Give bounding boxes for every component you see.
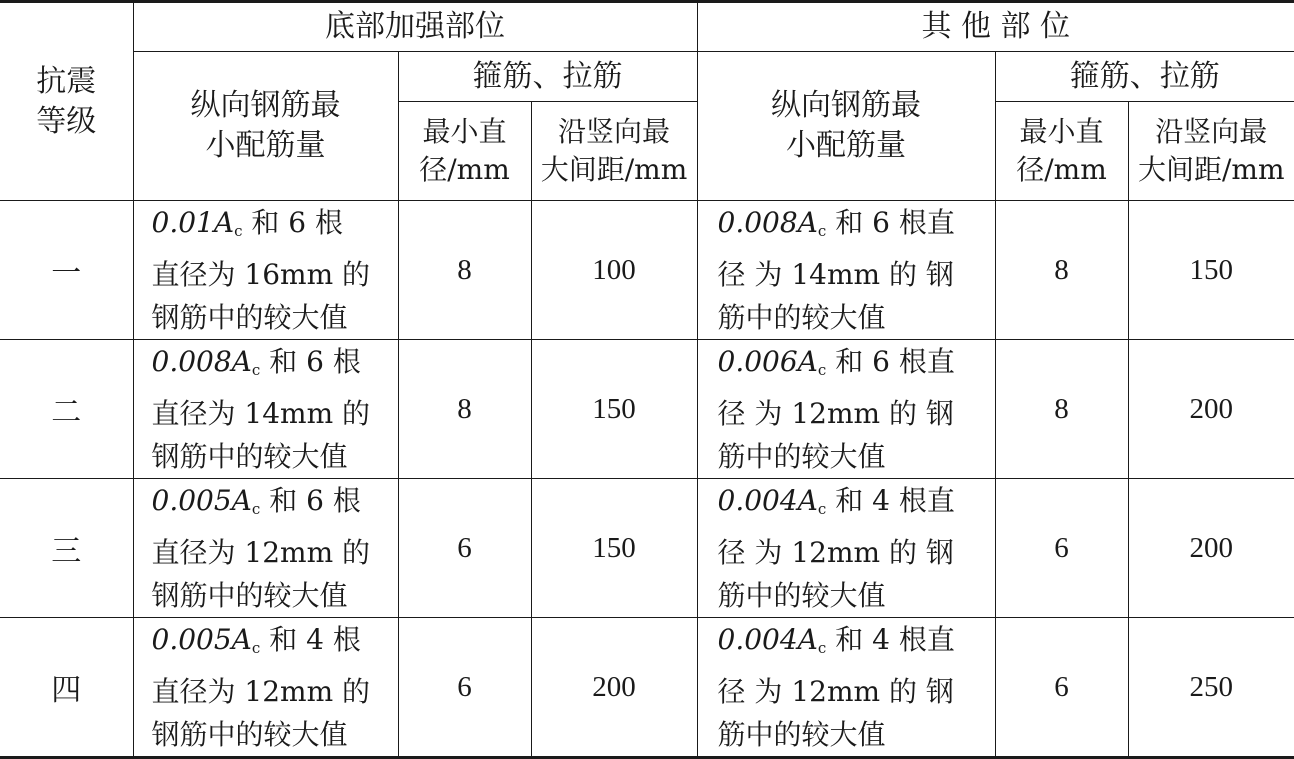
- base-rebar-line2: 直径为 12mm 的: [151, 536, 371, 569]
- other-rebar-subscript: c: [817, 639, 827, 657]
- base-rebar-line3: 钢筋中的较大值: [151, 301, 348, 334]
- table-row: [0, 479, 1294, 618]
- base-rebar-line2: 直径为 14mm 的: [151, 397, 371, 430]
- table-row: [0, 201, 1294, 340]
- base-rebar-line3: 钢筋中的较大值: [151, 718, 348, 751]
- grade-cell: 二: [0, 340, 133, 479]
- other-rebar-subscript: c: [817, 361, 827, 379]
- other-stirrup-header: 箍筋、拉筋: [995, 52, 1294, 102]
- other-rebar-line1: [718, 618, 983, 670]
- other-rebar-line3: 筋中的较大值: [717, 579, 886, 612]
- base-rebar-line2: 直径为 12mm 的: [151, 675, 371, 708]
- base-rebar-rest: 和 6 根: [260, 345, 361, 378]
- base-spacing-cell: 150: [531, 340, 697, 479]
- base-max-spacing-header: [531, 102, 697, 201]
- base-rebar-subscript: c: [251, 500, 261, 518]
- base-rebar-cell: [133, 618, 398, 758]
- base-rebar-coef: 0.005A: [151, 484, 252, 517]
- other-min-diameter-header: [995, 102, 1128, 201]
- base-spacing-cell: 200: [531, 618, 697, 758]
- base-rebar-line1: [152, 340, 388, 392]
- base-rebar-subscript: c: [234, 222, 243, 240]
- other-rebar-coef: 0.006A: [717, 345, 818, 378]
- other-rebar-line2: 径 为 12mm 的 钢: [717, 397, 954, 430]
- base-long-rebar-header: [133, 52, 398, 201]
- base-rebar-line1: [152, 479, 388, 531]
- other-rebar-line3: 筋中的较大值: [717, 301, 886, 334]
- other-spacing-cell: 150: [1128, 201, 1294, 340]
- other-rebar-line2: 径 为 12mm 的 钢: [717, 675, 954, 708]
- other-rebar-cell: [697, 201, 995, 340]
- base-rebar-line1: [152, 201, 388, 253]
- other-rebar-rest: 和 6 根直: [826, 345, 955, 378]
- base-rebar-rest: 和 6 根: [242, 206, 344, 239]
- other-rebar-subscript: c: [817, 222, 827, 240]
- base-max-spacing-line1: 沿竖向最: [558, 115, 671, 148]
- base-spacing-cell: 150: [531, 479, 697, 618]
- base-diameter-cell: 8: [398, 201, 531, 340]
- base-stirrup-header: 箍筋、拉筋: [398, 52, 697, 102]
- base-rebar-rest: 和 4 根: [260, 623, 361, 656]
- base-diameter-cell: 6: [398, 618, 531, 758]
- other-spacing-cell: 250: [1128, 618, 1294, 758]
- other-long-rebar-header-line2: 小配筋量: [786, 128, 907, 163]
- other-rebar-coef: 0.008A: [717, 206, 818, 239]
- other-diameter-cell: 8: [995, 201, 1128, 340]
- base-long-rebar-header-line2: 小配筋量: [205, 128, 326, 163]
- other-rebar-subscript: c: [817, 500, 827, 518]
- other-rebar-line3: 筋中的较大值: [717, 440, 886, 473]
- grade-header: [0, 2, 133, 201]
- other-spacing-cell: 200: [1128, 479, 1294, 618]
- base-long-rebar-header-line1: 纵向钢筋最: [190, 88, 341, 123]
- base-max-spacing-line2: 大间距/mm: [540, 153, 688, 186]
- base-min-diameter-line2: 径/mm: [419, 153, 510, 186]
- other-rebar-rest: 和 4 根直: [826, 623, 955, 656]
- table-row: [0, 340, 1294, 479]
- base-rebar-line2: 直径为 16mm 的: [151, 258, 371, 291]
- other-rebar-line2: 径 为 14mm 的 钢: [717, 258, 954, 291]
- base-rebar-coef: 0.005A: [151, 623, 252, 656]
- base-rebar-line1: [152, 618, 388, 670]
- grade-header-line2: 等级: [36, 103, 97, 139]
- base-rebar-cell: [133, 340, 398, 479]
- grade-cell: 一: [0, 201, 133, 340]
- base-rebar-subscript: c: [251, 639, 261, 657]
- base-min-diameter-line1: 最小直: [422, 115, 507, 148]
- other-rebar-line1: [718, 479, 983, 531]
- base-diameter-cell: 8: [398, 340, 531, 479]
- grade-cell: 四: [0, 618, 133, 758]
- base-rebar-subscript: c: [251, 361, 261, 379]
- other-max-spacing-header: [1128, 102, 1294, 201]
- other-spacing-cell: 200: [1128, 340, 1294, 479]
- other-rebar-rest: 和 4 根直: [826, 484, 955, 517]
- other-rebar-line2: 径 为 12mm 的 钢: [717, 536, 954, 569]
- other-rebar-cell: [697, 479, 995, 618]
- grade-cell: 三: [0, 479, 133, 618]
- other-max-spacing-line2: 大间距/mm: [1137, 153, 1285, 186]
- base-rebar-line3: 钢筋中的较大值: [151, 440, 348, 473]
- table-row: [0, 618, 1294, 758]
- base-rebar-coef: 0.008A: [151, 345, 252, 378]
- other-diameter-cell: 6: [995, 618, 1128, 758]
- base-min-diameter-header: [398, 102, 531, 201]
- base-rebar-line3: 钢筋中的较大值: [151, 579, 348, 612]
- other-long-rebar-header-line1: 纵向钢筋最: [771, 88, 922, 123]
- other-rebar-line1: [718, 340, 983, 392]
- other-rebar-line1: [718, 201, 983, 253]
- other-rebar-rest: 和 6 根直: [826, 206, 955, 239]
- other-section-header: 其 他 部 位: [697, 2, 1294, 52]
- base-rebar-rest: 和 6 根: [260, 484, 361, 517]
- other-diameter-cell: 6: [995, 479, 1128, 618]
- other-rebar-coef: 0.004A: [717, 623, 818, 656]
- base-rebar-coef: 0.01A: [151, 206, 235, 239]
- base-rebar-cell: [133, 201, 398, 340]
- base-diameter-cell: 6: [398, 479, 531, 618]
- other-rebar-coef: 0.004A: [717, 484, 818, 517]
- base-section-header: 底部加强部位: [133, 2, 697, 52]
- base-rebar-cell: [133, 479, 398, 618]
- other-rebar-line3: 筋中的较大值: [717, 718, 886, 751]
- grade-header-line1: 抗震: [36, 63, 97, 99]
- other-rebar-cell: [697, 340, 995, 479]
- other-rebar-cell: [697, 618, 995, 758]
- other-long-rebar-header: [697, 52, 995, 201]
- other-min-diameter-line2: 径/mm: [1016, 153, 1107, 186]
- other-diameter-cell: 8: [995, 340, 1128, 479]
- base-spacing-cell: 100: [531, 201, 697, 340]
- other-max-spacing-line1: 沿竖向最: [1155, 115, 1268, 148]
- other-min-diameter-line1: 最小直: [1019, 115, 1104, 148]
